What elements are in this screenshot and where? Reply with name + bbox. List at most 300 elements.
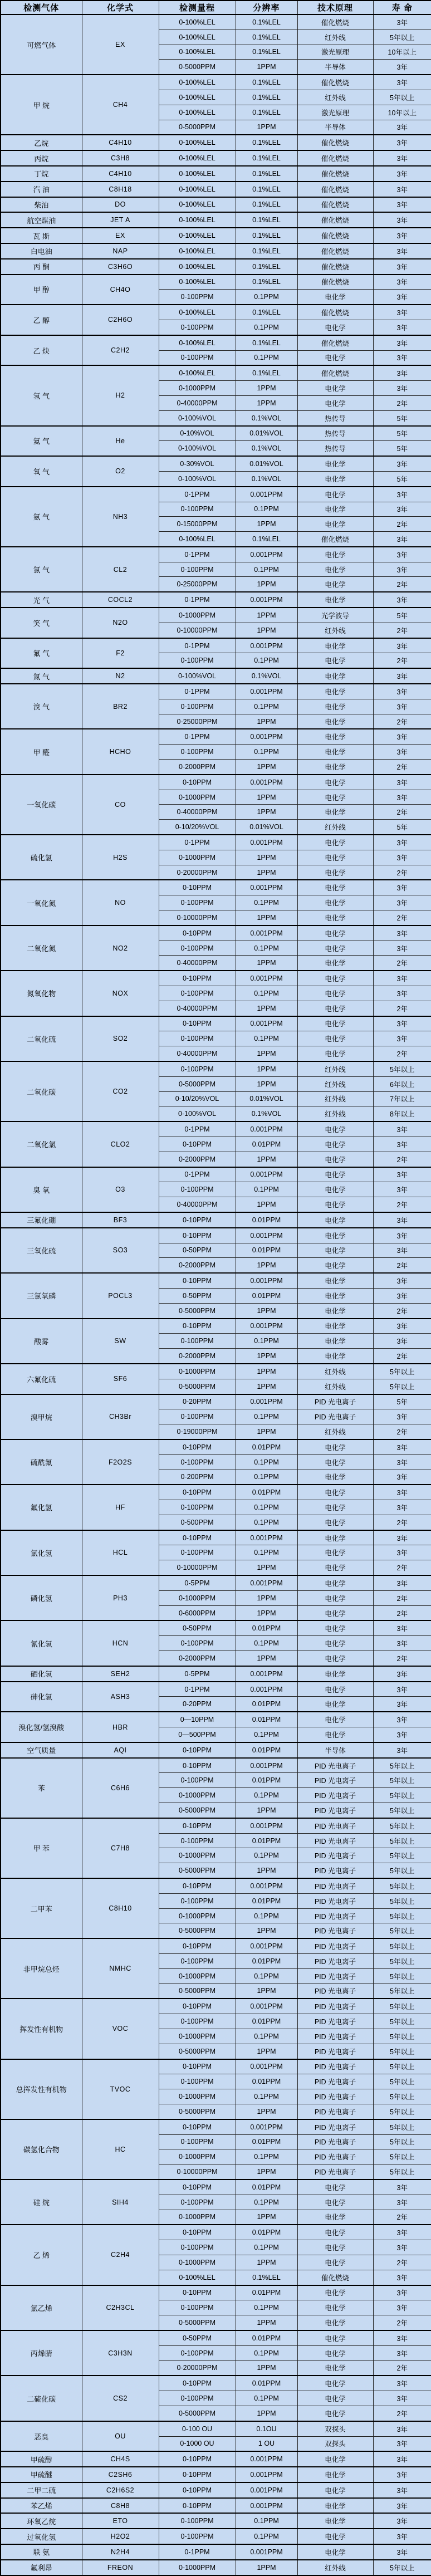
range-cell: 0-1PPM: [159, 2544, 236, 2560]
range-cell: 0-10PPM: [159, 2285, 236, 2300]
resolution-cell: 1PPM: [236, 1349, 297, 1364]
gas-name-cell: 甲 苯: [1, 1818, 82, 1878]
principle-cell: 电化学: [297, 1500, 373, 1515]
principle-cell: 电化学: [297, 2225, 373, 2240]
principle-cell: 电化学: [297, 320, 373, 335]
resolution-cell: 0.1%LEL: [236, 305, 297, 320]
formula-cell: C2SH6: [82, 2467, 159, 2482]
principle-cell: 电化学: [297, 895, 373, 910]
range-cell: 0-1PPM: [159, 684, 236, 699]
resolution-cell: 0.01PPM: [236, 1243, 297, 1258]
formula-cell: NO: [82, 880, 159, 925]
resolution-cell: 0.001PPM: [236, 1938, 297, 1953]
resolution-cell: 1PPM: [236, 805, 297, 820]
principle-cell: 电化学: [297, 1454, 373, 1470]
principle-cell: 电化学: [297, 910, 373, 925]
gas-name-cell: 甲 烷: [1, 75, 82, 135]
lifespan-cell: 2年: [373, 910, 431, 925]
lifespan-cell: 3年: [373, 1137, 431, 1152]
lifespan-cell: 3年: [373, 150, 431, 166]
resolution-cell: 1PPM: [236, 1923, 297, 1938]
principle-cell: 电化学: [297, 1485, 373, 1500]
principle-cell: 电化学: [297, 1016, 373, 1031]
formula-cell: CS2: [82, 2376, 159, 2421]
lifespan-cell: 3年: [373, 350, 431, 365]
lifespan-cell: 3年: [373, 290, 431, 305]
resolution-cell: 0.1%LEL: [236, 228, 297, 243]
range-cell: 0-100%LEL: [159, 243, 236, 259]
lifespan-cell: 3年: [373, 2240, 431, 2255]
lifespan-cell: 2年: [373, 1001, 431, 1016]
lifespan-cell: 2年: [373, 395, 431, 410]
principle-cell: 电化学: [297, 1122, 373, 1137]
resolution-cell: 0.001PPM: [236, 1530, 297, 1545]
lifespan-cell: 2年: [373, 1152, 431, 1167]
resolution-cell: 0.01PPM: [236, 1288, 297, 1303]
range-cell: 0-100 OU: [159, 2421, 236, 2436]
principle-cell: 电化学: [297, 1636, 373, 1651]
range-cell: 0-100PPM: [159, 320, 236, 335]
range-cell: 0-100%LEL: [159, 150, 236, 166]
range-cell: 0-1PPM: [159, 1682, 236, 1697]
resolution-cell: 0.001PPM: [236, 775, 297, 790]
range-cell: 0-10000PPM: [159, 623, 236, 638]
table-row: [1, 2482, 431, 2498]
table-row: [1, 880, 431, 895]
gas-name-cell: 光 气: [1, 592, 82, 608]
range-cell: 0-1000PPM: [159, 1590, 236, 1605]
lifespan-cell: 3年: [373, 305, 431, 320]
resolution-cell: 0.1PPM: [236, 2345, 297, 2360]
gas-name-cell: 酸雾: [1, 1319, 82, 1364]
formula-cell: NMHC: [82, 1938, 159, 1999]
range-cell: 0-100%LEL: [159, 135, 236, 150]
table-row: [1, 259, 431, 275]
table-row: [1, 14, 431, 30]
lifespan-cell: 3年: [373, 2330, 431, 2345]
principle-cell: 红外线: [297, 1364, 373, 1379]
formula-cell: H2S: [82, 835, 159, 880]
resolution-cell: 0.001PPM: [236, 592, 297, 608]
lifespan-cell: 3年: [373, 1031, 431, 1046]
lifespan-cell: 3年: [373, 212, 431, 228]
lifespan-cell: 3年: [373, 381, 431, 396]
lifespan-cell: 2年: [373, 805, 431, 820]
range-cell: 0-100%LEL: [159, 14, 236, 30]
gas-name-cell: 二甲苯: [1, 1878, 82, 1938]
principle-cell: 电化学: [297, 2376, 373, 2391]
gas-name-cell: 丙烷: [1, 150, 82, 166]
lifespan-cell: 5年以上: [373, 1908, 431, 1923]
resolution-cell: 1PPM: [236, 2255, 297, 2270]
range-cell: 0-1PPM: [159, 1167, 236, 1182]
gas-name-cell: 氢 气: [1, 365, 82, 425]
lifespan-cell: 5年以上: [373, 2104, 431, 2119]
resolution-cell: 0.01%VOL: [236, 1091, 297, 1106]
principle-cell: 双探头: [297, 2436, 373, 2451]
lifespan-cell: 3年: [373, 2498, 431, 2514]
formula-cell: JET A: [82, 212, 159, 228]
range-cell: 0-1000PPM: [159, 2089, 236, 2104]
range-cell: 0-10PPM: [159, 2180, 236, 2195]
lifespan-cell: 5年: [373, 608, 431, 623]
resolution-cell: 1PPM: [236, 956, 297, 971]
gas-name-cell: 二氧化氯: [1, 1122, 82, 1167]
resolution-cell: 0.1%LEL: [236, 335, 297, 350]
resolution-cell: 0.1PPM: [236, 1500, 297, 1515]
lifespan-cell: 3年: [373, 835, 431, 850]
lifespan-cell: 5年以上: [373, 90, 431, 105]
gas-name-cell: 溴化氢/氢溴酸: [1, 1712, 82, 1742]
table-row: [1, 2180, 431, 2195]
gas-name-cell: 二氧化氮: [1, 925, 82, 971]
range-cell: 0-10PPM: [159, 880, 236, 895]
resolution-cell: 1PPM: [236, 2044, 297, 2059]
resolution-cell: 0.01PPM: [236, 1439, 297, 1454]
resolution-cell: 0.1PPM: [236, 562, 297, 577]
lifespan-cell: 3年: [373, 775, 431, 790]
table-row: [1, 456, 431, 471]
formula-cell: CO: [82, 775, 159, 835]
range-cell: 0-100PPM: [159, 1454, 236, 1470]
range-cell: 0-100%LEL: [159, 212, 236, 228]
header-cell-formula: 化学式: [82, 1, 159, 14]
range-cell: 0-10PPM: [159, 1878, 236, 1893]
formula-cell: C6H6: [82, 1758, 159, 1818]
principle-cell: 电化学: [297, 1228, 373, 1243]
resolution-cell: 0.1PPM: [236, 1031, 297, 1046]
lifespan-cell: 3年: [373, 243, 431, 259]
gas-name-cell: 白电油: [1, 243, 82, 259]
lifespan-cell: 5年以上: [373, 1863, 431, 1878]
resolution-cell: 0.1PPM: [236, 2529, 297, 2544]
principle-cell: PID 光电离子: [297, 1999, 373, 2014]
lifespan-cell: 3年: [373, 2436, 431, 2451]
lifespan-cell: 2年: [373, 1303, 431, 1318]
resolution-cell: 0.001PPM: [236, 1682, 297, 1697]
range-cell: 0-100%LEL: [159, 335, 236, 350]
lifespan-cell: 5年以上: [373, 2149, 431, 2164]
range-cell: 0-100PPM: [159, 2074, 236, 2089]
resolution-cell: 1PPM: [236, 2104, 297, 2119]
principle-cell: 红外线: [297, 1379, 373, 1394]
gas-name-cell: 可燃气体: [1, 14, 82, 75]
lifespan-cell: 2年: [373, 2406, 431, 2421]
range-cell: 0-100%LEL: [159, 90, 236, 105]
principle-cell: 激光原理: [297, 45, 373, 60]
lifespan-cell: 3年: [373, 2376, 431, 2391]
principle-cell: 电化学: [297, 2330, 373, 2345]
resolution-cell: 0.01PPM: [236, 2285, 297, 2300]
range-cell: 0-1000PPM: [159, 850, 236, 865]
principle-cell: PID 光电离子: [297, 1954, 373, 1969]
resolution-cell: 0.01PPM: [236, 2376, 297, 2391]
table-row: [1, 1212, 431, 1228]
gas-name-cell: 三氯氧磷: [1, 1273, 82, 1318]
principle-cell: 电化学: [297, 1152, 373, 1167]
principle-cell: 电化学: [297, 760, 373, 775]
resolution-cell: 0.1PPM: [236, 1470, 297, 1485]
table-row: [1, 75, 431, 90]
lifespan-cell: 3年: [373, 2300, 431, 2315]
lifespan-cell: 5年以上: [373, 1773, 431, 1788]
formula-cell: NH3: [82, 487, 159, 547]
formula-cell: BF3: [82, 1212, 159, 1228]
principle-cell: 电化学: [297, 2345, 373, 2360]
principle-cell: 电化学: [297, 850, 373, 865]
formula-cell: AQI: [82, 1742, 159, 1758]
lifespan-cell: 2年: [373, 517, 431, 532]
formula-cell: O3: [82, 1167, 159, 1212]
gas-name-cell: 航空煤油: [1, 212, 82, 228]
resolution-cell: 0.01PPM: [236, 1620, 297, 1635]
range-cell: 0-2000PPM: [159, 1152, 236, 1167]
gas-name-cell: 挥发性有机物: [1, 1999, 82, 2059]
lifespan-cell: 3年: [373, 1167, 431, 1182]
resolution-cell: 0.1%LEL: [236, 150, 297, 166]
resolution-cell: 0.1%VOL: [236, 668, 297, 684]
lifespan-cell: 5年: [373, 426, 431, 441]
lifespan-cell: 2年: [373, 1560, 431, 1575]
range-cell: 0-100PPM: [159, 1031, 236, 1046]
gas-name-cell: 碳氢化合物: [1, 2119, 82, 2180]
range-cell: 0-10000PPM: [159, 2164, 236, 2180]
resolution-cell: 0.1PPM: [236, 320, 297, 335]
formula-cell: F2: [82, 638, 159, 669]
range-cell: 0-10/20%VOL: [159, 820, 236, 835]
resolution-cell: 0.01PPM: [236, 2134, 297, 2149]
gas-name-cell: 总挥发性有机物: [1, 2059, 82, 2119]
resolution-cell: 1PPM: [236, 1197, 297, 1212]
table-row: [1, 1575, 431, 1590]
resolution-cell: 0.01PPM: [236, 2330, 297, 2345]
formula-cell: TVOC: [82, 2059, 159, 2119]
range-cell: 0-5000PPM: [159, 1984, 236, 1999]
resolution-cell: 0.001PPM: [236, 2498, 297, 2514]
lifespan-cell: 5年以上: [373, 1833, 431, 1848]
lifespan-cell: 3年: [373, 1228, 431, 1243]
principle-cell: 电化学: [297, 986, 373, 1001]
range-cell: 0-5000PPM: [159, 1803, 236, 1818]
formula-cell: HCL: [82, 1530, 159, 1575]
principle-cell: 电化学: [297, 684, 373, 699]
resolution-cell: 0.001PPM: [236, 2482, 297, 2498]
range-cell: 0-5000PPM: [159, 1863, 236, 1878]
principle-cell: PID 光电离子: [297, 2074, 373, 2089]
principle-cell: 催化燃烧: [297, 212, 373, 228]
resolution-cell: 1PPM: [236, 381, 297, 396]
principle-cell: PID 光电离子: [297, 1923, 373, 1938]
lifespan-cell: 3年: [373, 1273, 431, 1288]
principle-cell: 电化学: [297, 562, 373, 577]
resolution-cell: 0.1PPM: [236, 1182, 297, 1197]
resolution-cell: 1PPM: [236, 1364, 297, 1379]
range-cell: 0-100PPM: [159, 1182, 236, 1197]
resolution-cell: 0.001PPM: [236, 684, 297, 699]
resolution-cell: 1PPM: [236, 2560, 297, 2575]
principle-cell: 电化学: [297, 880, 373, 895]
formula-cell: SF6: [82, 1364, 159, 1394]
formula-cell: N2H4: [82, 2544, 159, 2560]
lifespan-cell: 3年: [373, 135, 431, 150]
resolution-cell: 1PPM: [236, 760, 297, 775]
range-cell: 0-50PPM: [159, 1620, 236, 1635]
range-cell: 0-40000PPM: [159, 395, 236, 410]
principle-cell: 电化学: [297, 1243, 373, 1258]
resolution-cell: 0.1%LEL: [236, 212, 297, 228]
range-cell: 0-10PPM: [159, 2376, 236, 2391]
range-cell: 0-100PPM: [159, 1334, 236, 1349]
range-cell: 0-100%LEL: [159, 197, 236, 213]
range-cell: 0-10PPM: [159, 971, 236, 986]
resolution-cell: 1PPM: [236, 2210, 297, 2225]
lifespan-cell: 5年: [373, 471, 431, 486]
principle-cell: 催化燃烧: [297, 335, 373, 350]
table-row: [1, 212, 431, 228]
principle-cell: 电化学: [297, 2529, 373, 2544]
principle-cell: 电化学: [297, 2513, 373, 2529]
resolution-cell: 0.1%LEL: [236, 243, 297, 259]
table-row: [1, 1878, 431, 1893]
gas-name-cell: 三氟化硼: [1, 1212, 82, 1228]
resolution-cell: 1PPM: [236, 1046, 297, 1061]
principle-cell: 电化学: [297, 1590, 373, 1605]
range-cell: 0-500PPM: [159, 1515, 236, 1530]
lifespan-cell: 5年以上: [373, 2044, 431, 2059]
range-cell: 0-10PPM: [159, 1273, 236, 1288]
formula-cell: C3H8: [82, 150, 159, 166]
range-cell: 0-40000PPM: [159, 1001, 236, 1016]
range-cell: 0-10PPM: [159, 2467, 236, 2482]
principle-cell: 激光原理: [297, 105, 373, 120]
range-cell: 0-10PPM: [159, 2119, 236, 2134]
lifespan-cell: 3年: [373, 320, 431, 335]
principle-cell: 电化学: [297, 1288, 373, 1303]
gas-name-cell: 苯: [1, 1758, 82, 1818]
principle-cell: 电化学: [297, 956, 373, 971]
resolution-cell: 0.01%VOL: [236, 820, 297, 835]
principle-cell: 催化燃烧: [297, 75, 373, 90]
formula-cell: C2H3CL: [82, 2285, 159, 2330]
lifespan-cell: 3年: [373, 1470, 431, 1485]
lifespan-cell: 3年: [373, 986, 431, 1001]
resolution-cell: 0.01PPM: [236, 1742, 297, 1758]
gas-name-cell: 空气质量: [1, 1742, 82, 1758]
lifespan-cell: 3年: [373, 2195, 431, 2210]
principle-cell: 电化学: [297, 805, 373, 820]
resolution-cell: 1PPM: [236, 2360, 297, 2376]
principle-cell: 电化学: [297, 1560, 373, 1575]
range-cell: 0—10PPM: [159, 1712, 236, 1727]
resolution-cell: 1PPM: [236, 1379, 297, 1394]
lifespan-cell: 3年: [373, 850, 431, 865]
resolution-cell: 0.01PPM: [236, 1137, 297, 1152]
range-cell: 0-20000PPM: [159, 2360, 236, 2376]
principle-cell: 电化学: [297, 729, 373, 744]
lifespan-cell: 3年: [373, 2225, 431, 2240]
header-cell-range: 检测量程: [159, 1, 236, 14]
range-cell: 0-5000PPM: [159, 120, 236, 135]
lifespan-cell: 5年以上: [373, 1938, 431, 1953]
resolution-cell: 0.001PPM: [236, 729, 297, 744]
principle-cell: 电化学: [297, 1651, 373, 1666]
formula-cell: CL2: [82, 547, 159, 592]
principle-cell: PID 光电离子: [297, 2134, 373, 2149]
range-cell: 0-100PPM: [159, 1636, 236, 1651]
resolution-cell: 0.1%LEL: [236, 2270, 297, 2285]
range-cell: 0-100PPM: [159, 2014, 236, 2029]
range-cell: 0-5000PPM: [159, 2044, 236, 2059]
header-cell-resolution: 分辨率: [236, 1, 297, 14]
resolution-cell: 1 OU: [236, 2436, 297, 2451]
resolution-cell: 0.001PPM: [236, 487, 297, 502]
table-row: [1, 1319, 431, 1334]
principle-cell: 催化燃烧: [297, 228, 373, 243]
resolution-cell: 0.1PPM: [236, 699, 297, 714]
principle-cell: 红外线: [297, 820, 373, 835]
range-cell: 0-100%LEL: [159, 365, 236, 380]
lifespan-cell: 3年: [373, 1682, 431, 1697]
lifespan-cell: 5年以上: [373, 1878, 431, 1893]
range-cell: 0-100%LEL: [159, 166, 236, 182]
range-cell: 0-10PPM: [159, 1938, 236, 1953]
resolution-cell: 0.01PPM: [236, 2225, 297, 2240]
resolution-cell: 0.001PPM: [236, 1666, 297, 1682]
lifespan-cell: 3年: [373, 197, 431, 213]
principle-cell: 电化学: [297, 2300, 373, 2315]
range-cell: 0-1000PPM: [159, 1908, 236, 1923]
resolution-cell: 1PPM: [236, 1258, 297, 1273]
range-cell: 0-10PPM: [159, 2059, 236, 2074]
resolution-cell: 0.001PPM: [236, 638, 297, 653]
table-row: [1, 1439, 431, 1454]
table-row: [1, 2513, 431, 2529]
resolution-cell: 0.001PPM: [236, 1228, 297, 1243]
gas-name-cell: 汽 油: [1, 182, 82, 197]
gas-name-cell: 恶臭: [1, 2421, 82, 2452]
gas-name-cell: 溴 气: [1, 684, 82, 729]
lifespan-cell: 5年以上: [373, 1968, 431, 1984]
gas-name-cell: 甲 醛: [1, 729, 82, 774]
resolution-cell: 0.001PPM: [236, 1818, 297, 1833]
resolution-cell: 0.001PPM: [236, 1273, 297, 1288]
range-cell: 0-5000PPM: [159, 1076, 236, 1091]
principle-cell: 红外线: [297, 1106, 373, 1122]
gas-name-cell: 非甲烷总烃: [1, 1938, 82, 1999]
formula-cell: C4H10: [82, 166, 159, 182]
formula-cell: C2H6S2: [82, 2482, 159, 2498]
table-row: [1, 668, 431, 684]
lifespan-cell: 3年: [373, 941, 431, 956]
principle-cell: 电化学: [297, 699, 373, 714]
resolution-cell: 0.1PPM: [236, 1908, 297, 1923]
resolution-cell: 0.1PPM: [236, 2149, 297, 2164]
principle-cell: 红外线: [297, 1076, 373, 1091]
formula-cell: NOX: [82, 971, 159, 1016]
principle-cell: 电化学: [297, 2544, 373, 2560]
resolution-cell: 0.1PPM: [236, 2029, 297, 2044]
principle-cell: 电化学: [297, 2315, 373, 2330]
range-cell: 0-15000PPM: [159, 517, 236, 532]
table-row: [1, 729, 431, 744]
table-row: [1, 228, 431, 243]
range-cell: 0-5000PPM: [159, 1379, 236, 1394]
range-cell: 0-10PPM: [159, 2451, 236, 2467]
gas-name-cell: 磷化氢: [1, 1575, 82, 1620]
range-cell: 0-40000PPM: [159, 1197, 236, 1212]
principle-cell: 红外线: [297, 1424, 373, 1439]
resolution-cell: 1PPM: [236, 1560, 297, 1575]
